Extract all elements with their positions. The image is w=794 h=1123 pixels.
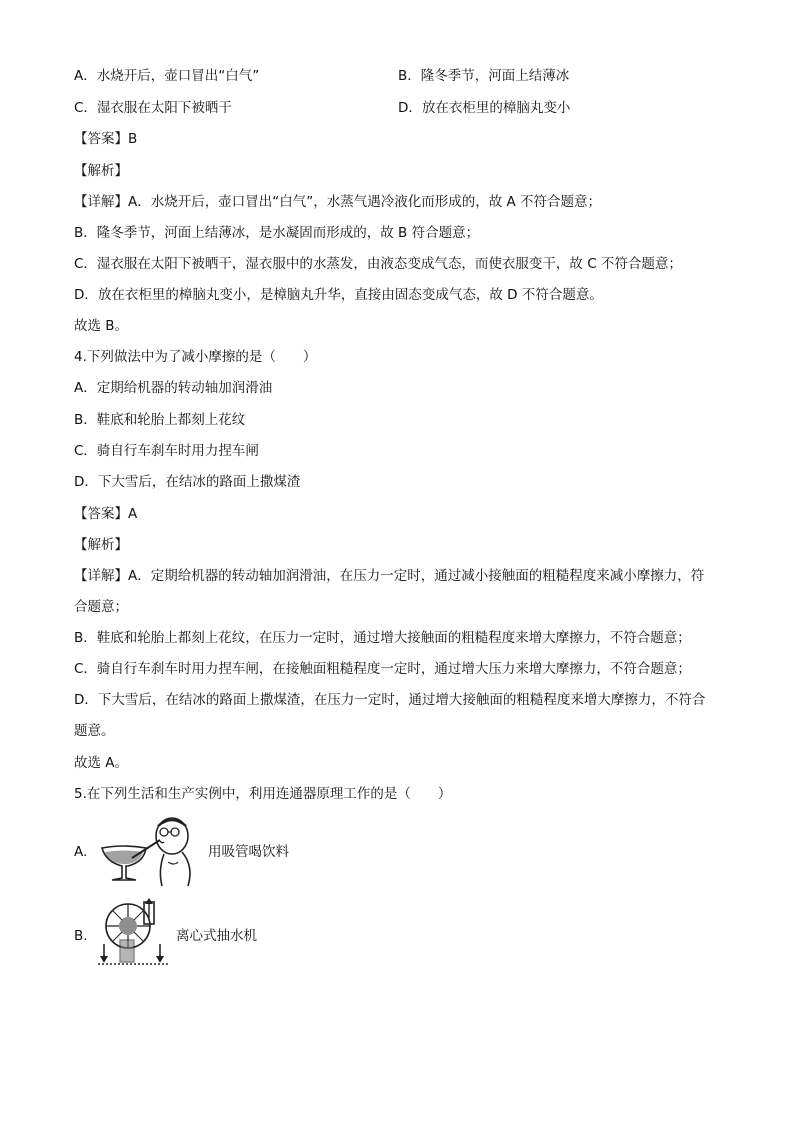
q4-analysis-label: 【解析】 xyxy=(74,537,128,553)
q4-option-d: D．下大雪后，在结冰的路面上撒煤渣 xyxy=(74,474,301,490)
q3-option-a: A．水烧开后，壶口冒出“白气” xyxy=(74,68,260,84)
q4-option-c: C．骑自行车刹车时用力捏车闸 xyxy=(74,443,259,459)
q4-option-b: B．鞋底和轮胎上都刻上花纹 xyxy=(74,412,246,428)
centrifugal-water-pump-figure xyxy=(98,896,170,968)
q3-detail-line: D．放在衣柜里的樟脑丸变小，是樟脑丸升华，直接由固态变成气态，故 D 不符合题意。 xyxy=(74,287,603,303)
q3-detail-line: 【详解】A．水烧开后，壶口冒出“白气”，水蒸气遇冷液化而形成的，故 A 不符合题意； xyxy=(74,194,602,210)
q4-detail-line: D．下大雪后，在结冰的路面上撒煤渣，在压力一定时，通过增大接触面的粗糙程度来增大摩擦力，不符合 xyxy=(74,692,706,708)
q4-detail-line: 合题意； xyxy=(74,599,128,615)
q3-option-c: C．湿衣服在太阳下被晒干 xyxy=(74,100,232,116)
q4-detail-line: 【详解】A．定期给机器的转动轴加润滑油，在压力一定时，通过减小接触面的粗糙程度来减小摩擦力，符 xyxy=(74,568,705,584)
q4-answer: 【答案】A xyxy=(74,506,138,522)
q4-detail-line: B．鞋底和轮胎上都刻上花纹，在压力一定时，通过增大接触面的粗糙程度来增大摩擦力，不符合题意； xyxy=(74,630,691,646)
q4-option-a: A．定期给机器的转动轴加润滑油 xyxy=(74,380,273,396)
q5-option-b-text: 离心式抽水机 xyxy=(176,928,257,944)
q4-detail-line: C．骑自行车刹车时用力捏车闸，在接触面粗糙程度一定时，通过增大压力来增大摩擦力，不符合题意； xyxy=(74,661,691,677)
q5-option-b-letter: B. xyxy=(74,928,88,944)
q3-option-b: B．隆冬季节，河面上结薄冰 xyxy=(398,68,570,84)
q3-detail-line: B．隆冬季节，河面上结薄冰，是水凝固而形成的，故 B 符合题意； xyxy=(74,225,480,241)
q3-analysis-label: 【解析】 xyxy=(74,163,128,179)
q4-stem: 4.下列做法中为了减小摩擦的是（ ） xyxy=(74,349,317,365)
q5-option-a-letter: A. xyxy=(74,844,88,860)
q5-stem: 5.在下列生活和生产实例中，利用连通器原理工作的是（ ） xyxy=(74,786,452,802)
q5-option-a-text: 用吸管喝饮料 xyxy=(208,844,289,860)
q3-detail-line: C．湿衣服在太阳下被晒干，湿衣服中的水蒸发，由液态变成气态，而使衣服变干，故 C 不符合题意； xyxy=(74,256,682,272)
q3-conclusion: 故选 B。 xyxy=(74,318,129,334)
q3-answer: 【答案】B xyxy=(74,131,138,147)
q3-option-d: D．放在衣柜里的樟脑丸变小 xyxy=(398,100,571,116)
q4-detail-line: 题意。 xyxy=(74,723,115,739)
q4-conclusion: 故选 A。 xyxy=(74,755,129,771)
person-drinking-with-straw-figure xyxy=(98,814,198,890)
